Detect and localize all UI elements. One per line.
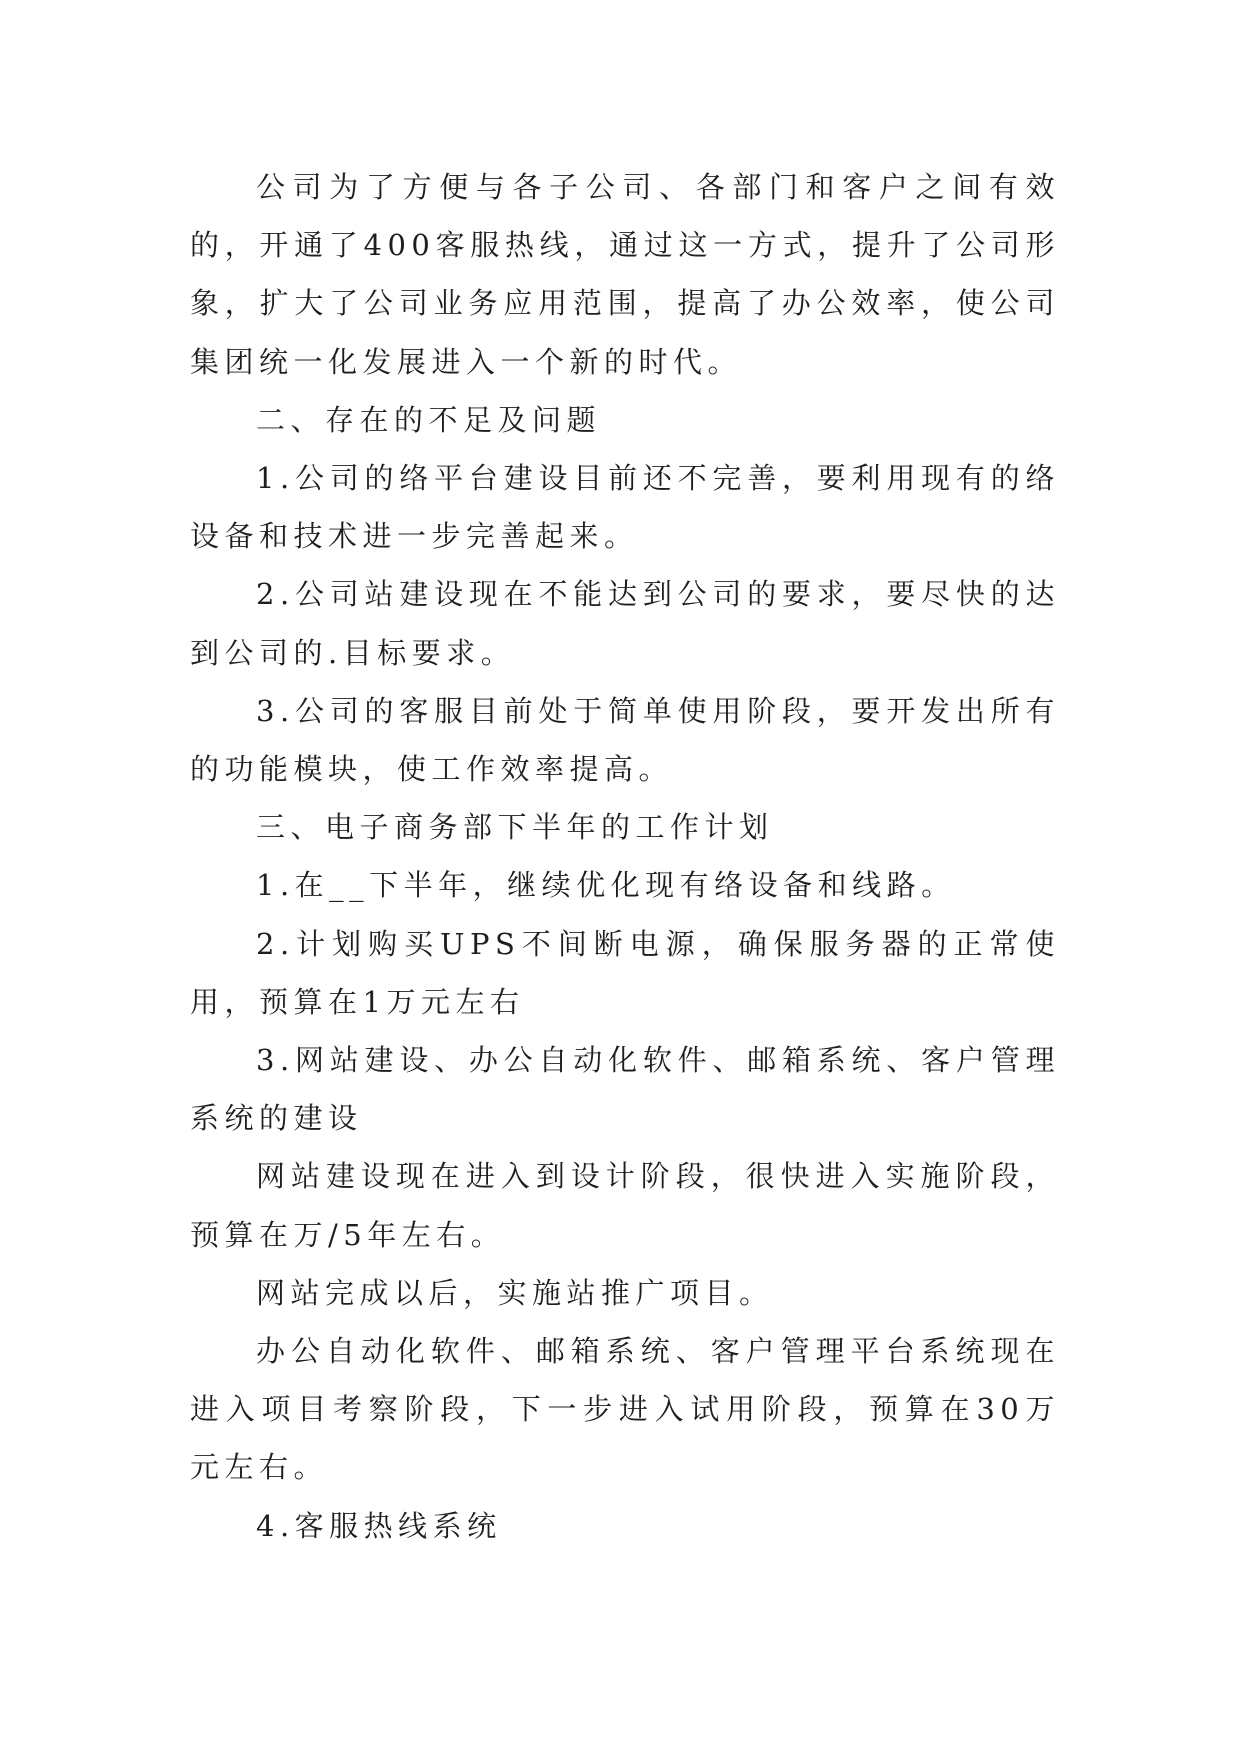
plan-item-1: 1.在__下半年，继续优化现有络设备和线路。 <box>256 868 956 903</box>
plan-item-4: 4.客服热线系统 <box>256 1508 502 1543</box>
section-heading-plan: 三、电子商务部下半年的工作计划 <box>256 810 774 845</box>
problem-item-1: 1.公司的络平台建设目前还不完善，要利用现有的络设备和技术进一步完善起来。 <box>190 461 1060 554</box>
plan-item-3: 3.网站建设、办公自动化软件、邮箱系统、客户管理系统的建设 <box>190 1043 1060 1136</box>
section-heading-problems: 二、存在的不足及问题 <box>256 402 602 437</box>
problem-item-2: 2.公司站建设现在不能达到公司的要求，要尽快的达到公司的.目标要求。 <box>190 577 1060 670</box>
plan-item-3-promotion: 网站完成以后，实施站推广项目。 <box>256 1275 774 1310</box>
problem-item-3: 3.公司的客服目前处于简单使用阶段，要开发出所有的功能模块，使工作效率提高。 <box>190 693 1060 787</box>
plan-item-3-office-systems: 办公自动化软件、邮箱系统、客户管理平台系统现在进入项目考察阶段，下一步进入试用阶段，预算在30万元左右。 <box>190 1334 1060 1485</box>
paragraph-intro: 公司为了方便与各子公司、各部门和客户之间有效的，开通了400客服热线，通过这一方式，提升了公司形象，扩大了公司业务应用范围，提高了办公效率，使公司集团统一化发展进入一个新的时代。 <box>190 170 1060 379</box>
plan-item-2: 2.计划购买UPS不间断电源，确保服务器的正常使用，预算在1万元左右 <box>190 926 1060 1019</box>
document-body <box>190 158 1060 1555</box>
plan-item-3-website: 网站建设现在进入到设计阶段，很快进入实施阶段，预算在万/5年左右。 <box>190 1159 1060 1252</box>
